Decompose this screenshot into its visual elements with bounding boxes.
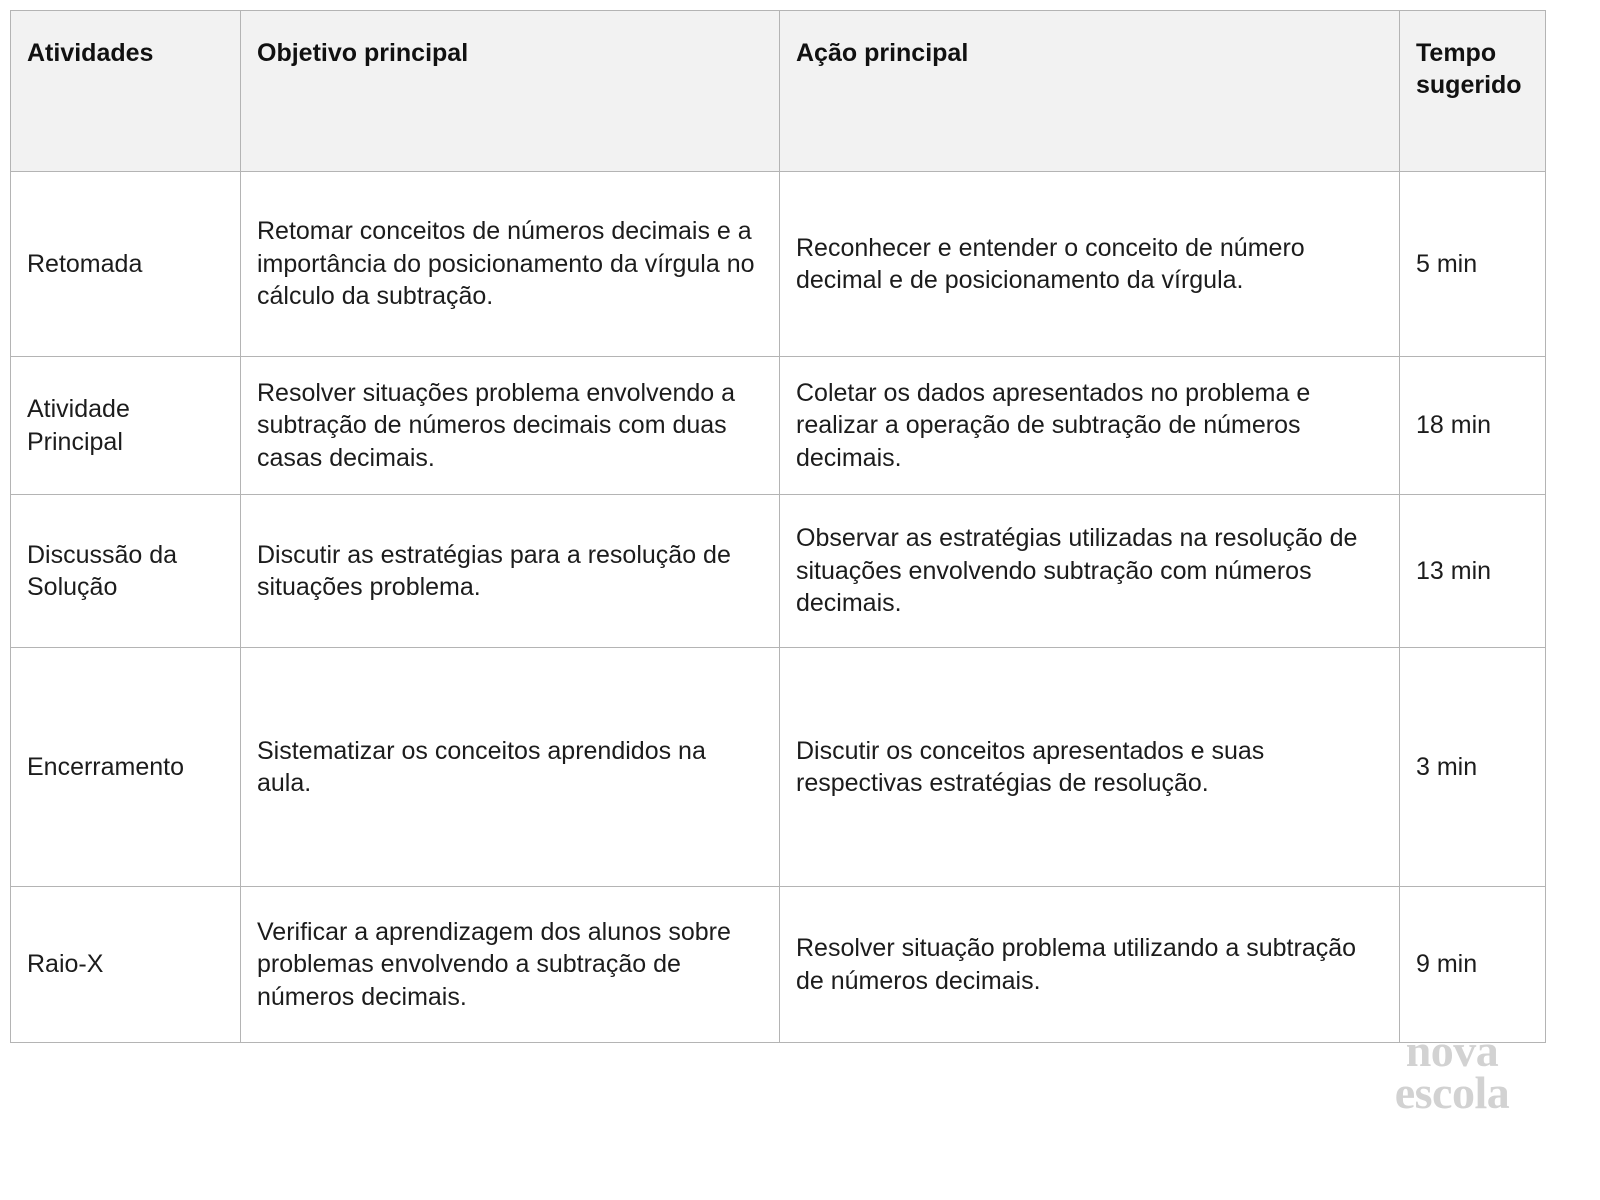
cell-tempo: 9 min xyxy=(1400,887,1546,1043)
cell-atividade: Atividade Principal xyxy=(11,357,241,495)
nova-escola-logo xyxy=(1372,1025,1532,1119)
table-header-row xyxy=(11,11,1546,172)
table-row xyxy=(11,495,1546,648)
cell-tempo: 18 min xyxy=(1400,357,1546,495)
logo-line-escola: escola xyxy=(1394,1067,1510,1119)
cell-acao: Resolver situação problema utilizando a subtração de números decimais. xyxy=(780,887,1400,1043)
column-header-objetivo-principal: Objetivo principal xyxy=(241,11,780,172)
cell-objetivo: Discutir as estratégias para a resolução de situações problema. xyxy=(241,495,780,648)
lesson-plan-table xyxy=(10,10,1546,1043)
column-header-acao-principal: Ação principal xyxy=(780,11,1400,172)
column-header-atividades: Atividades xyxy=(11,11,241,172)
table-body xyxy=(11,172,1546,1043)
cell-acao: Discutir os conceitos apresentados e suas respectivas estratégias de resolução. xyxy=(780,648,1400,887)
table-row xyxy=(11,357,1546,495)
cell-atividade: Encerramento xyxy=(11,648,241,887)
logo-line-nova: nova xyxy=(1405,1025,1499,1076)
column-header-tempo-sugerido: Tempo sugerido xyxy=(1400,11,1546,172)
cell-objetivo: Resolver situações problema envolvendo a subtração de números decimais com duas casas decimais. xyxy=(241,357,780,495)
table-row xyxy=(11,887,1546,1043)
table-row xyxy=(11,648,1546,887)
cell-tempo: 5 min xyxy=(1400,172,1546,357)
cell-tempo: 3 min xyxy=(1400,648,1546,887)
cell-atividade: Discussão da Solução xyxy=(11,495,241,648)
table-row xyxy=(11,172,1546,357)
cell-objetivo: Sistematizar os conceitos aprendidos na aula. xyxy=(241,648,780,887)
table-header xyxy=(11,11,1546,172)
cell-atividade: Raio-X xyxy=(11,887,241,1043)
cell-acao: Observar as estratégias utilizadas na resolução de situações envolvendo subtração com números decimais. xyxy=(780,495,1400,648)
cell-objetivo: Retomar conceitos de números decimais e a importância do posicionamento da vírgula no cálculo da subtração. xyxy=(241,172,780,357)
cell-acao: Reconhecer e entender o conceito de número decimal e de posicionamento da vírgula. xyxy=(780,172,1400,357)
cell-objetivo: Verificar a aprendizagem dos alunos sobre problemas envolvendo a subtração de números decimais. xyxy=(241,887,780,1043)
cell-tempo: 13 min xyxy=(1400,495,1546,648)
cell-atividade: Retomada xyxy=(11,172,241,357)
cell-acao: Coletar os dados apresentados no problema e realizar a operação de subtração de números decimais. xyxy=(780,357,1400,495)
